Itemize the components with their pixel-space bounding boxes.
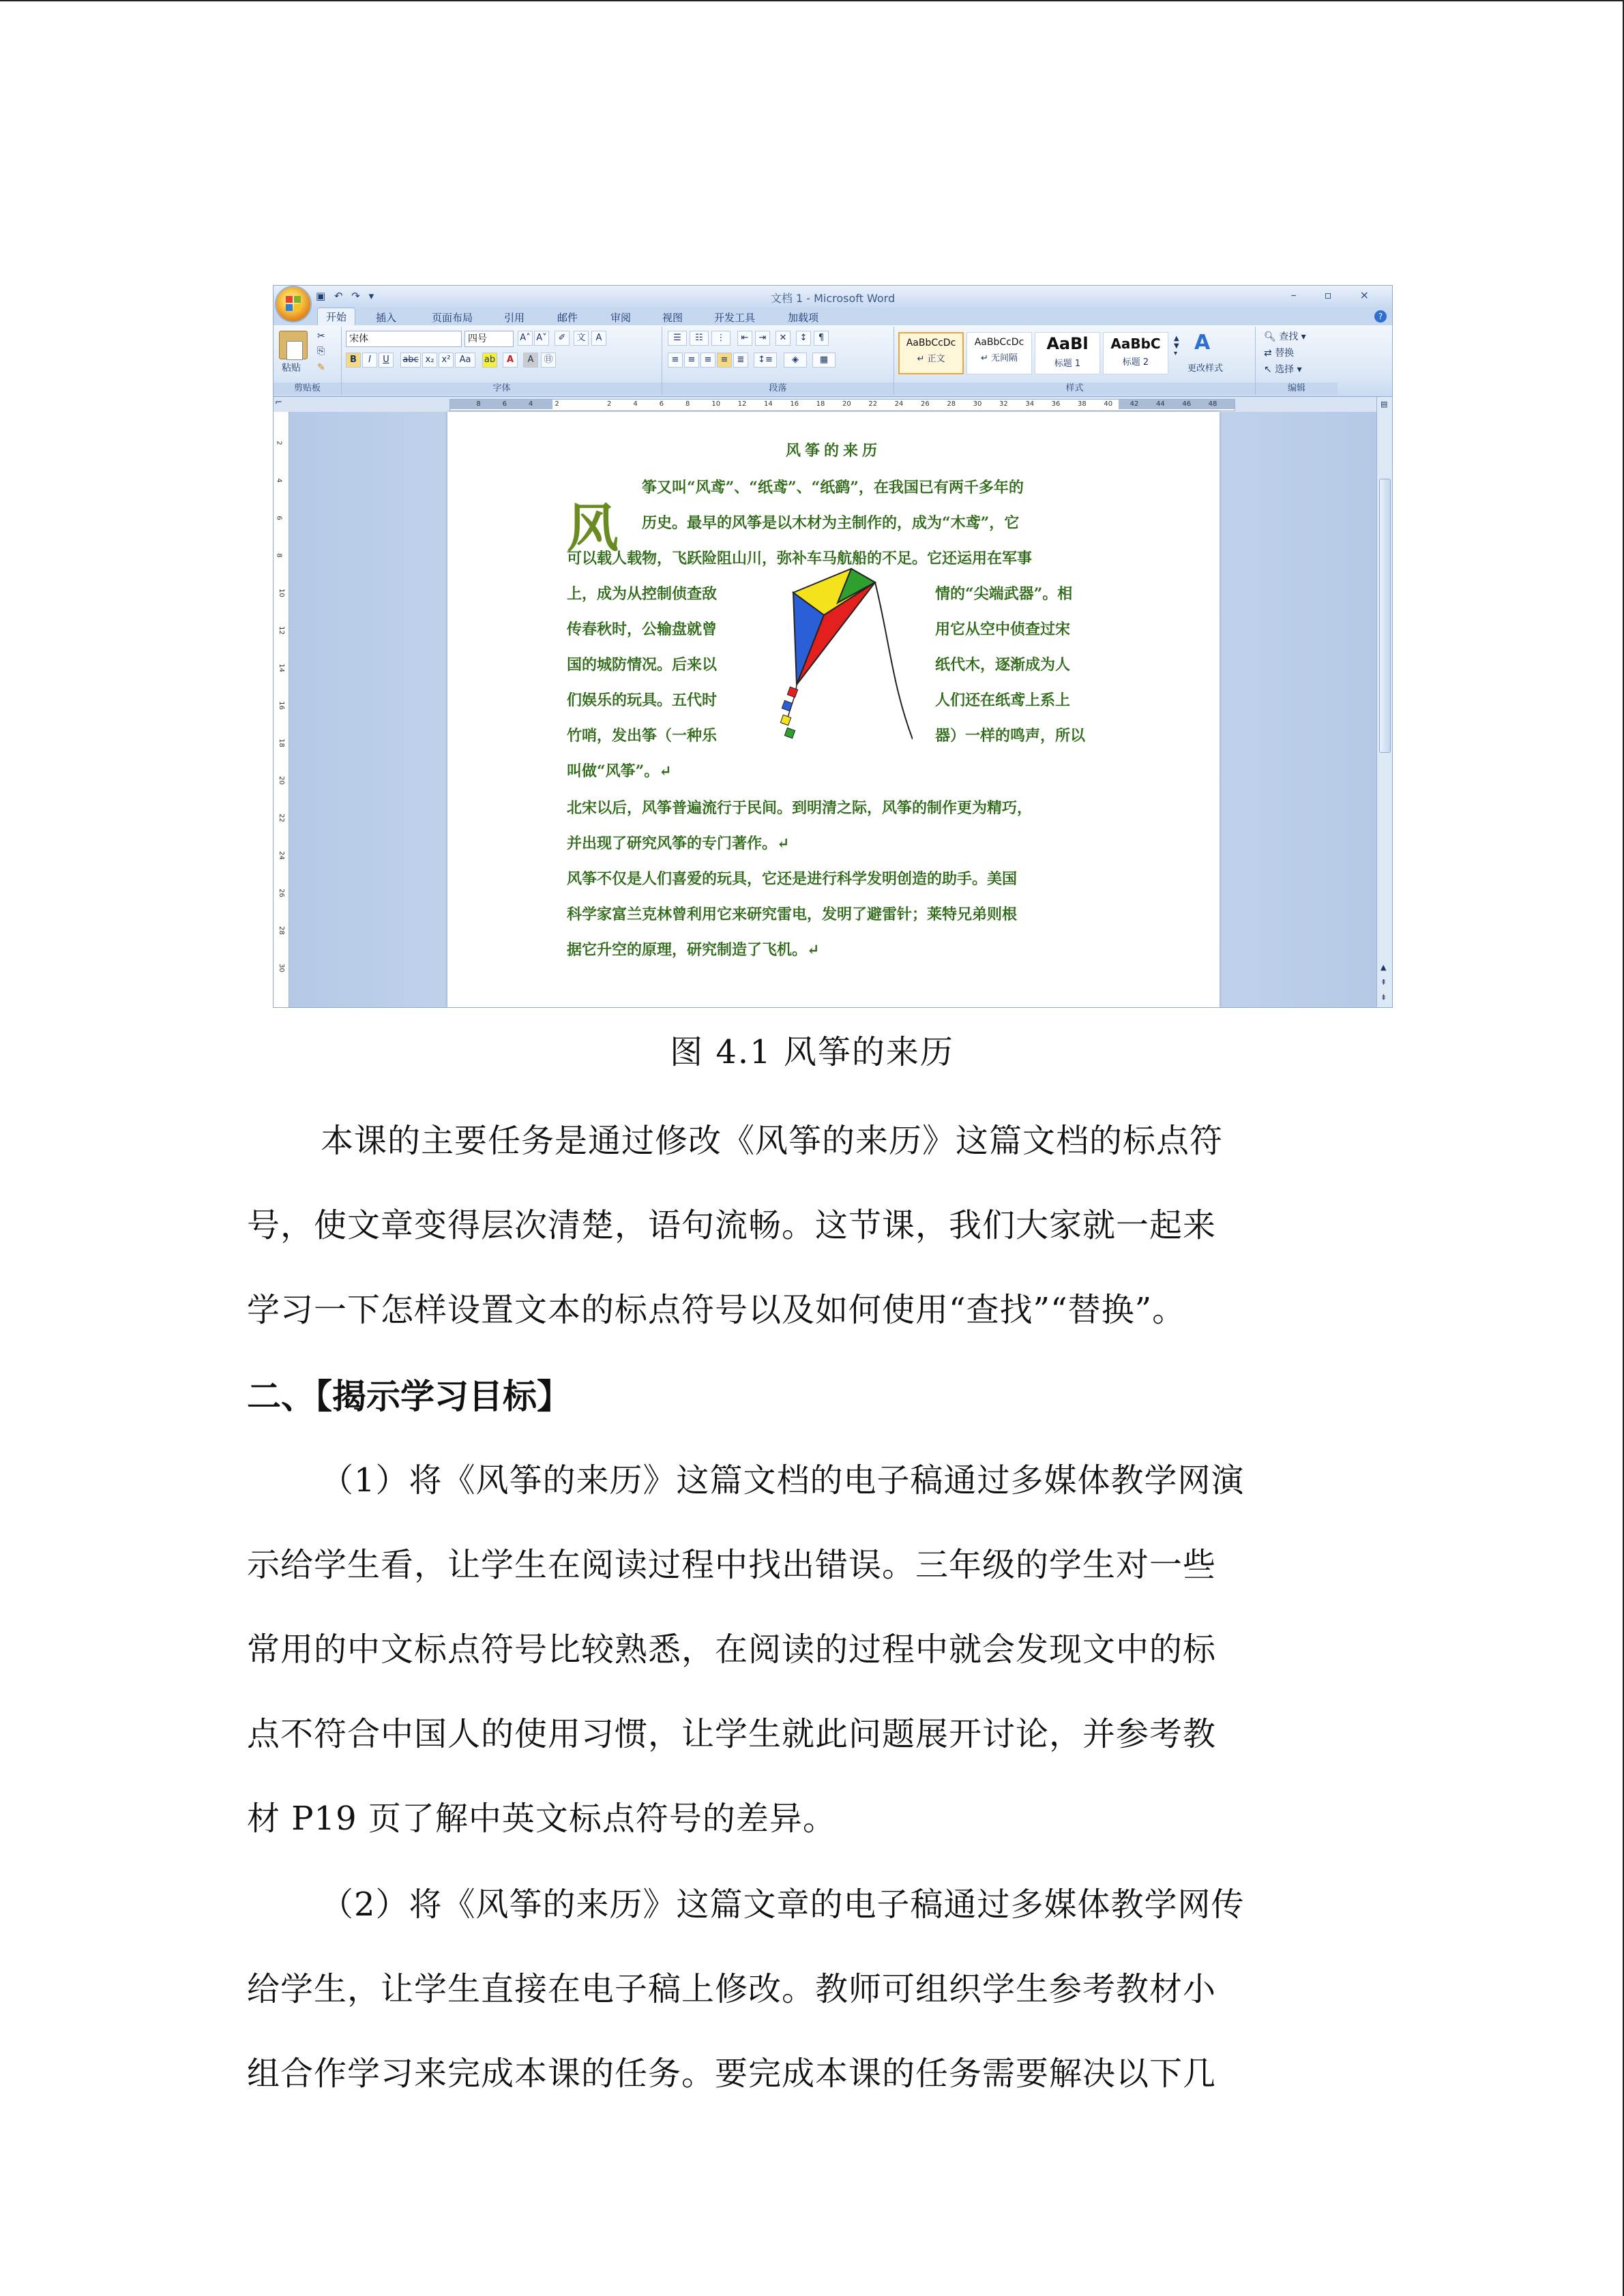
doc-line: 并出现了研究风筝的专门著作。↵ xyxy=(567,835,790,852)
underline-button[interactable]: U xyxy=(379,353,394,368)
justify-button[interactable]: ≡ xyxy=(717,353,732,368)
style-normal[interactable] xyxy=(898,332,964,374)
cut-icon[interactable]: ✂ xyxy=(317,331,325,342)
window-title: 文档 1 - Microsoft Word xyxy=(770,292,896,305)
vruler-tick-label: 14 xyxy=(277,664,285,672)
style-name: ↵ 正文 xyxy=(917,354,945,364)
paragraph-group xyxy=(662,327,894,395)
multilevel-list-button[interactable]: ⋮ xyxy=(711,331,730,346)
sort-button[interactable]: ↕ xyxy=(796,331,811,346)
ruler-tick-label: 4 xyxy=(633,400,638,408)
ribbon xyxy=(274,325,1392,397)
highlight-button[interactable]: ab xyxy=(482,353,497,368)
style-sample: AaBbCcDc xyxy=(906,338,956,348)
ruler-tick-label: 30 xyxy=(973,400,982,408)
vruler-tick-label: 30 xyxy=(277,964,285,972)
change-styles-button[interactable]: 更改样式 xyxy=(1187,363,1224,374)
char-shading-button[interactable]: A xyxy=(523,353,538,368)
ruler-tick-label: 8 xyxy=(685,400,690,408)
office-logo-icon xyxy=(285,295,301,312)
change-case-button[interactable]: Aa xyxy=(455,353,475,368)
doc-line: 纸代木，逐渐成为人 xyxy=(935,656,1071,674)
paragraph-line: （2）将《风筝的来历》这篇文章的电子稿通过多媒体教学网传 xyxy=(321,1885,1245,1924)
ruler-tick-label: 38 xyxy=(1078,400,1087,408)
ruler-tick-label: 32 xyxy=(999,400,1008,408)
paste-button[interactable]: 粘贴 xyxy=(282,363,301,374)
style-name: 标题 2 xyxy=(1122,357,1149,368)
tab-view[interactable]: 视图 xyxy=(662,312,683,324)
change-styles-icon[interactable]: A xyxy=(1194,331,1211,355)
ruler-tick-label: 26 xyxy=(921,400,930,408)
section-heading: 二、【揭示学习目标】 xyxy=(247,1377,571,1416)
ruler-toggle-icon[interactable]: ▤ xyxy=(1381,400,1388,408)
paragraph-line: 号，使文章变得层次清楚，语句流畅。这节课，我们大家就一起来 xyxy=(247,1206,1217,1244)
doc-line: 科学家富兰克林曾利用它来研究雷电，发明了避雷针；莱特兄弟则根 xyxy=(567,906,1018,923)
style-heading-2[interactable] xyxy=(1103,332,1168,374)
vruler-tick-label: 6 xyxy=(275,516,283,520)
vruler-tick-label: 18 xyxy=(277,739,285,747)
font-name-select[interactable]: 宋体 xyxy=(346,331,462,347)
ruler-tick-label: 2 xyxy=(555,400,559,408)
editing-group-label: 编辑 xyxy=(1256,383,1338,395)
doc-line: 叫做“风筝”。↵ xyxy=(567,762,672,780)
enclose-char-button[interactable]: ㊐ xyxy=(541,353,556,368)
vruler-tick-label: 8 xyxy=(275,553,283,558)
align-center-button[interactable]: ≡ xyxy=(684,353,699,368)
paragraph-line: 学习一下怎样设置文本的标点符号以及如何使用“查找”“替换”。 xyxy=(247,1291,1186,1329)
shading-button[interactable]: ◈ xyxy=(784,353,807,368)
ruler-tick-label: 20 xyxy=(842,400,851,408)
superscript-button[interactable]: x² xyxy=(439,353,454,368)
drop-cap: 风 xyxy=(567,498,619,558)
ruler-tick-label: 36 xyxy=(1051,400,1061,408)
font-color-button[interactable]: A xyxy=(503,353,518,368)
strikethrough-button[interactable]: abc xyxy=(400,353,421,368)
paragraph-line: 本课的主要任务是通过修改《风筝的来历》这篇文档的标点符 xyxy=(321,1122,1224,1160)
bullets-button[interactable]: ☰ xyxy=(668,331,687,346)
align-left-button[interactable]: ≡ xyxy=(668,353,683,368)
doc-line: 用它从空中侦查过宋 xyxy=(935,621,1071,638)
line-spacing-button[interactable]: ↕≡ xyxy=(754,353,777,368)
doc-line: 传春秋时，公输盘就曾 xyxy=(567,621,718,638)
clipboard-group-label: 剪贴板 xyxy=(274,383,341,395)
doc-line: 历史。最早的风筝是以木材为主制作的，成为“木鸢”，它 xyxy=(642,514,1020,532)
vruler-tick-label: 26 xyxy=(277,889,285,897)
numbering-button[interactable]: ☷ xyxy=(690,331,709,346)
font-size-select[interactable]: 四号 xyxy=(464,331,514,347)
doc-line: 风筝不仅是人们喜爱的玩具，它还是进行科学发明创造的助手。美国 xyxy=(567,870,1018,888)
shrink-font-button[interactable]: A˅ xyxy=(534,331,549,346)
select-button[interactable]: ↖ 选择 ▾ xyxy=(1264,364,1302,375)
bold-button[interactable]: B xyxy=(346,353,361,368)
subscript-button[interactable]: x₂ xyxy=(422,353,437,368)
tab-mailings[interactable]: 邮件 xyxy=(557,312,578,324)
style-no-spacing[interactable] xyxy=(966,332,1032,374)
styles-group xyxy=(894,327,1256,395)
ruler-tick-label: 12 xyxy=(737,400,747,408)
scrollbar-thumb[interactable] xyxy=(1379,479,1391,753)
ruler-tick-label: 6 xyxy=(659,400,664,408)
ruler-tick-label: 2 xyxy=(607,400,612,408)
window-controls[interactable]: – ▫ × xyxy=(1290,288,1381,301)
ruler-tick-label: 16 xyxy=(790,400,799,408)
find-button[interactable]: 🔍︎ 查找 ▾ xyxy=(1264,331,1306,342)
replace-button[interactable]: ⇄ 替换 xyxy=(1264,348,1295,359)
vertical-ruler[interactable] xyxy=(274,412,289,1008)
ruler-tick-label: 28 xyxy=(947,400,956,408)
doc-line: 可以载人载物，飞跃险阻山川，弥补车马航船的不足。它还运用在军事 xyxy=(567,550,1033,567)
tab-page-layout[interactable]: 页面布局 xyxy=(432,312,473,324)
document-page[interactable] xyxy=(447,412,1220,1007)
prev-page-icon[interactable]: ⇞ xyxy=(1381,978,1387,987)
paragraph-line: 示给学生看，让学生在阅读过程中找出错误。三年级的学生对一些 xyxy=(247,1546,1217,1584)
char-border-button[interactable]: A xyxy=(591,331,606,346)
vruler-tick-label: 16 xyxy=(277,701,285,710)
tab-review[interactable]: 审阅 xyxy=(610,312,632,324)
ruler-tick-label: 46 xyxy=(1182,400,1192,408)
vertical-scrollbar[interactable] xyxy=(1376,397,1392,1008)
font-group-label: 字体 xyxy=(342,383,662,395)
vruler-tick-label: 2 xyxy=(275,441,283,445)
quick-access-toolbar[interactable]: ▣ ↶ ↷ ▾ xyxy=(316,290,377,302)
paragraph-line: （1）将《风筝的来历》这篇文档的电子稿通过多媒体教学网演 xyxy=(321,1461,1245,1500)
doc-line: 们娱乐的玩具。五代时 xyxy=(567,691,718,709)
tab-insert[interactable]: 插入 xyxy=(376,312,397,324)
grow-font-button[interactable]: A˄ xyxy=(518,331,533,346)
select-label: 选择 xyxy=(1275,364,1295,375)
ruler-tick-label: 8 xyxy=(476,400,481,408)
tab-references[interactable]: 引用 xyxy=(504,312,525,324)
editing-group xyxy=(1256,327,1338,395)
figure-caption: 图 4.1 风筝的来历 xyxy=(670,1033,954,1071)
borders-button[interactable]: ▦ xyxy=(812,353,836,368)
vruler-tick-label: 20 xyxy=(277,776,285,785)
phonetic-guide-button[interactable]: 文 xyxy=(574,331,589,346)
doc-line: 据它升空的原理，研究制造了飞机。↵ xyxy=(567,941,820,959)
show-marks-button[interactable]: ¶ xyxy=(814,331,829,346)
tab-addins[interactable]: 加载项 xyxy=(788,312,819,324)
document-area xyxy=(289,412,1376,1007)
ruler-numbers xyxy=(450,400,1235,411)
doc-line: 竹哨，发出筝（一种乐 xyxy=(567,727,718,745)
find-label: 查找 xyxy=(1279,331,1299,342)
ruler-tick-label: 40 xyxy=(1104,400,1113,408)
copy-icon[interactable]: ⎘ xyxy=(317,346,325,357)
style-sample: AaBl xyxy=(1046,334,1089,353)
doc-title: 风筝的来历 xyxy=(785,442,881,460)
ruler-tick-label: 4 xyxy=(529,400,533,408)
style-heading-1[interactable] xyxy=(1035,332,1100,374)
ruler-tick-label: 42 xyxy=(1130,400,1139,408)
doc-line: 上，成为从控制侦查敌 xyxy=(567,585,718,603)
style-name: ↵ 无间隔 xyxy=(980,353,1018,363)
vruler-tick-label: 12 xyxy=(277,626,285,635)
ruler-tick-label: 34 xyxy=(1025,400,1035,408)
distributed-button[interactable]: ≣ xyxy=(733,353,748,368)
style-name: 标题 1 xyxy=(1054,359,1081,369)
tab-home[interactable]: 开始 xyxy=(317,308,355,325)
style-sample: AaBbCcDc xyxy=(974,337,1024,348)
ribbon-tabs xyxy=(274,308,1392,325)
vruler-tick-label: 28 xyxy=(277,926,285,935)
style-sample: AaBbC xyxy=(1110,336,1161,352)
office-button[interactable] xyxy=(276,287,310,321)
kite-image xyxy=(756,555,913,746)
ruler-tick-label: 48 xyxy=(1208,400,1217,408)
clear-format-button[interactable]: ✐ xyxy=(555,331,570,346)
doc-line: 北宋以后，风筝普遍流行于民间。到明清之际，风筝的制作更为精巧， xyxy=(567,799,1033,817)
ruler-tick-label: 24 xyxy=(894,400,904,408)
asian-layout-button[interactable]: ✕ xyxy=(776,331,791,346)
font-group xyxy=(342,327,662,395)
help-icon[interactable]: ? xyxy=(1374,310,1387,323)
title-bar xyxy=(274,286,1392,308)
replace-label: 替换 xyxy=(1275,348,1295,359)
styles-scroll-icon[interactable]: ▲ ▼ ▾ xyxy=(1174,335,1179,357)
ruler-tick-label: 6 xyxy=(502,400,507,408)
doc-line: 器）一样的鸣声，所以 xyxy=(935,727,1086,745)
ruler-tick-label: 44 xyxy=(1156,400,1165,408)
doc-line: 筝又叫“风鸢”、“纸鸢”、“纸鹞”，在我国已有两千多年的 xyxy=(642,479,1024,496)
paragraph-line: 组合作学习来完成本课的任务。要完成本课的任务需要解决以下几 xyxy=(247,2055,1217,2093)
italic-button[interactable]: I xyxy=(362,353,377,368)
horizontal-ruler[interactable] xyxy=(449,399,1235,411)
vruler-tick-label: 24 xyxy=(277,851,285,860)
paragraph-line: 点不符合中国人的使用习惯，让学生就此问题展开讨论，并参考教 xyxy=(247,1715,1217,1753)
vruler-tick-label: 22 xyxy=(277,814,285,822)
doc-line: 国的城防情况。后来以 xyxy=(567,656,718,674)
doc-line: 人们还在纸鸢上系上 xyxy=(935,691,1071,709)
vruler-tick-label: 4 xyxy=(275,478,283,483)
paragraph-line: 给学生，让学生直接在电子稿上修改。教师可组织学生参考教材小 xyxy=(247,1970,1217,2008)
tab-developer[interactable]: 开发工具 xyxy=(714,312,756,324)
vruler-tick-label: 10 xyxy=(277,588,285,597)
tab-selector-icon[interactable]: ⌐ xyxy=(275,398,282,408)
doc-line: 情的“尖端武器”。相 xyxy=(935,585,1073,603)
scroll-up-icon[interactable]: ▲ xyxy=(1381,963,1387,972)
word-window-screenshot xyxy=(273,285,1393,1008)
next-page-icon[interactable]: ⇟ xyxy=(1381,993,1387,1002)
paragraph-line: 材 P19 页了解中英文标点符号的差异。 xyxy=(247,1800,836,1838)
increase-indent-button[interactable]: ⇥ xyxy=(755,331,770,346)
styles-group-label: 样式 xyxy=(894,383,1255,395)
ruler-tick-label: 18 xyxy=(816,400,825,408)
clipboard-group xyxy=(274,327,342,395)
ruler-tick-label: 10 xyxy=(711,400,721,408)
horizontal-ruler-row xyxy=(274,397,1392,413)
paragraph-group-label: 段落 xyxy=(662,383,894,395)
ruler-tick-label: 14 xyxy=(764,400,773,408)
ruler-tick-label: 22 xyxy=(868,400,878,408)
paragraph-line: 常用的中文标点符号比较熟悉，在阅读的过程中就会发现文中的标 xyxy=(247,1630,1217,1669)
paste-icon[interactable] xyxy=(279,331,308,359)
decrease-indent-button[interactable]: ⇤ xyxy=(737,331,752,346)
format-painter-icon[interactable]: ✎ xyxy=(317,362,325,373)
align-right-button[interactable]: ≡ xyxy=(700,353,715,368)
